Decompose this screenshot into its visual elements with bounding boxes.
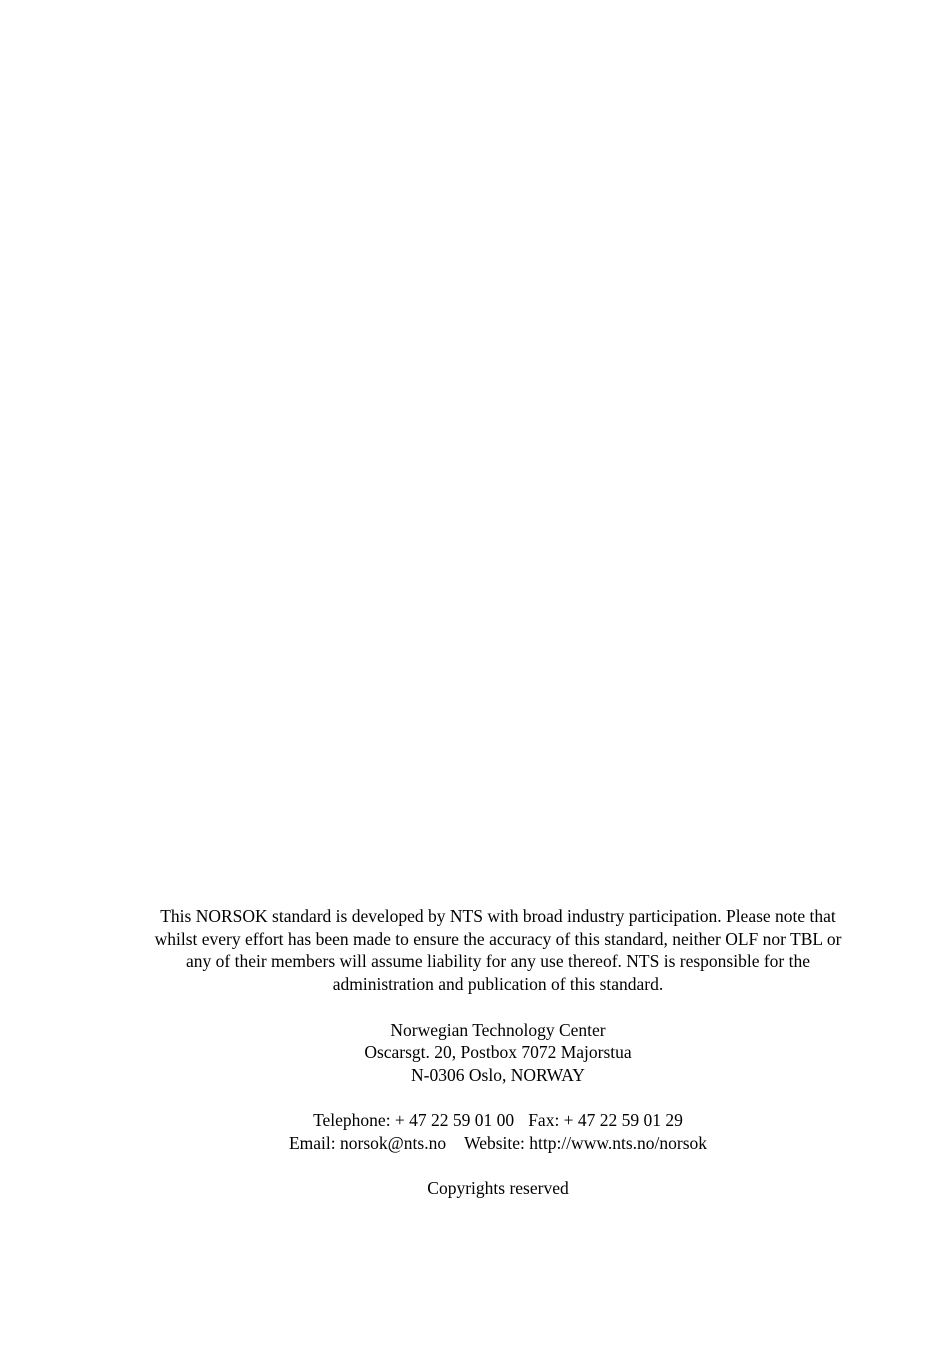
paragraph-gap (0, 1087, 950, 1110)
email-text: Email: norsok@nts.no (288, 1133, 447, 1153)
phone-fax-line (0, 1109, 950, 1132)
paragraph-gap (0, 996, 950, 1019)
organization-name: Norwegian Technology Center (390, 1019, 606, 1040)
disclaimer-line: administration and publication of this standard. (332, 974, 664, 995)
disclaimer-line: any of their members will assume liability for any use thereof. NTS is responsible for the (185, 951, 811, 972)
fax-text: Fax: + 47 22 59 01 29 (528, 1110, 683, 1131)
copyright-block (0, 1177, 950, 1200)
disclaimer-line: This NORSOK standard is developed by NTS with broad industry participation. Please note that (160, 906, 836, 926)
address-block (0, 1019, 950, 1087)
colophon (0, 905, 950, 1200)
telephone-text: Telephone: + 47 22 59 01 00 (313, 1110, 515, 1131)
city-address: N-0306 Oslo, NORWAY (411, 1064, 585, 1085)
email-website-line (0, 1132, 950, 1155)
contact-block (0, 1109, 950, 1154)
street-address: Oscarsgt. 20, Postbox 7072 Majorstua (364, 1042, 632, 1063)
website-text: Website: http://www.nts.no/norsok (464, 1133, 708, 1153)
disclaimer-paragraph (0, 905, 950, 996)
paragraph-gap (0, 1155, 950, 1178)
disclaimer-line: whilst every effort has been made to ensure the accuracy of this standard, neither OLF nor TBL or (154, 928, 842, 949)
copyright-notice: Copyrights reserved (427, 1178, 569, 1199)
